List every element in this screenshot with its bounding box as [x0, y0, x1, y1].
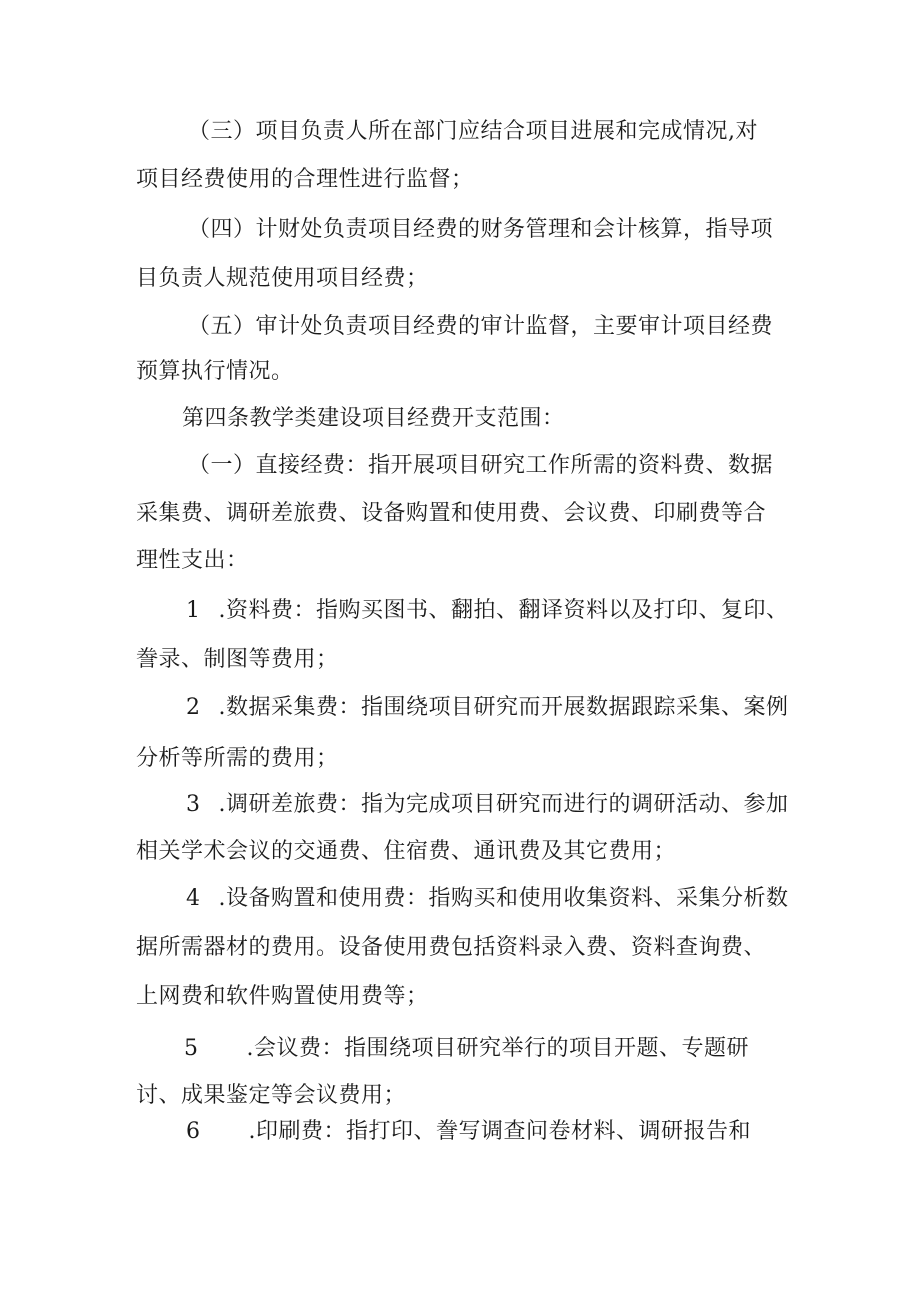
p2-line1: （四）计财处负责项目经费的财务管理和会计核算，指导项	[188, 217, 774, 242]
p2-line2: 目负责人规范使用项目经费；	[136, 266, 429, 291]
item6-number: 6	[186, 1119, 201, 1144]
item2-text: .数据采集费：指围绕项目研究而开展数据跟踪采集、案例	[218, 695, 789, 720]
item5-line2: 讨、成果鉴定等会议费用；	[136, 1083, 407, 1108]
item3-text: .调研差旅费：指为完成项目研究而进行的调研活动、参加	[218, 792, 789, 817]
p3-line1: （五）审计处负责项目经费的审计监督，主要审计项目经费	[188, 314, 774, 339]
item6-line1	[186, 1118, 751, 1146]
item3-line1	[186, 791, 789, 819]
p5-line2: 采集费、调研差旅费、设备购置和使用费、会议费、印刷费等合	[136, 501, 767, 526]
item2-number: 2	[186, 695, 201, 720]
p1-line2: 项目经费使用的合理性进行监督；	[136, 167, 474, 192]
item2-line2: 分析等所需的费用；	[136, 746, 339, 771]
item5-line1	[184, 1035, 749, 1063]
item4-line3: 上网费和软件购置使用费等；	[136, 984, 429, 1009]
p5-line1: （一）直接经费：指开展项目研究工作所需的资料费、数据	[188, 453, 774, 478]
item1-text: .资料费：指购买图书、翻拍、翻译资料以及打印、复印、	[218, 598, 789, 623]
item4-text: .设备购置和使用费：指购买和使用收集资料、采集分析数	[218, 886, 789, 911]
item1-line1	[186, 597, 789, 625]
p3-line2: 预算执行情况。	[136, 359, 294, 384]
article-four-heading: 第四条教学类建设项目经费开支范围：	[182, 406, 565, 431]
item5-text: .会议费：指围绕项目研究举行的项目开题、专题研	[246, 1036, 749, 1061]
item3-number: 3	[186, 792, 201, 817]
item1-number: 1	[186, 598, 201, 623]
item4-line1	[186, 885, 789, 913]
p1-line1: （三）项目负责人所在部门应结合项目进展和完成情况,对	[188, 119, 758, 144]
item6-text: .印刷费：指打印、誊写调查问卷材料、调研报告和	[248, 1119, 751, 1144]
item4-line2: 据所需器材的费用。设备使用费包括资料录入费、资料查询费、	[136, 935, 767, 960]
item4-number: 4	[186, 886, 201, 911]
item1-line2: 誊录、制图等费用；	[136, 647, 339, 672]
p5-line3: 理性支出：	[136, 548, 249, 573]
item3-line2: 相关学术会议的交通费、住宿费、通讯费及其它费用；	[136, 839, 677, 864]
item5-number: 5	[184, 1036, 199, 1061]
item2-line1	[186, 694, 789, 722]
